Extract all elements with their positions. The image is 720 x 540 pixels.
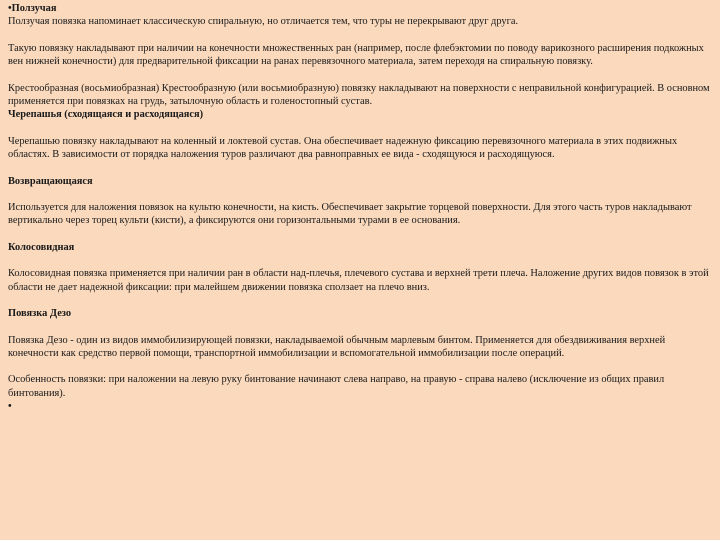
trailing-bullet bbox=[8, 400, 712, 413]
crawling-heading: Ползучая bbox=[11, 3, 57, 14]
crawling-text: Ползучая повязка напоминает классическую спиральную, но отличается тем, что туры не перекрывают друг друга. bbox=[8, 16, 519, 28]
returning-heading: Возвращающаяся bbox=[8, 175, 93, 187]
spica-heading: Колосовидная bbox=[8, 241, 75, 253]
spica-paragraph: Колосовидная повязка применяется при наличии ран в области над-плечья, плечевого сустава и верхней трети плеча. Наложение других видов повязок в этой области не дает надежной фиксации: при малейшем движении повязка сползает на плечо вниз. bbox=[8, 268, 709, 293]
crawling-use-paragraph: Такую повязку накладывают при наличии на конечности множественных ран (например, после флебэктомии по поводу варикозного расширения подкожных вен нижней конечности) для предварительной фиксации на ранах перевязочного материала, затем переходя на спиральную повязку. bbox=[8, 42, 704, 68]
bullet-icon: • bbox=[8, 3, 12, 14]
cruciform-paragraph: Крестообразная (восьмиобразная) Крестообразную (или восьмиобразную) повязку накладывают на поверхности с неправильной конфигурацией. В основном применяется при повязках на грудь, затылочную область и голеностопный сустав. bbox=[8, 82, 710, 108]
turtle-paragraph: Черепашью повязку накладывают на коленный и локтевой сустав. Она обеспечивает надежную фиксацию перевязочного материала в этих подвижных областях. В зависимости от порядка наложения туров различают два равноправных ее вида - сходящуюся и расходящуюся. bbox=[8, 135, 678, 161]
crawling-heading-line bbox=[8, 2, 712, 15]
desault-feature-paragraph: Особенность повязки: при наложении на левую руку бинтование начинают слева направо, на правую - справа налево (исключение из общих правил бинтования). bbox=[8, 374, 665, 399]
desault-heading: Повязка Дезо bbox=[8, 308, 72, 320]
bullet-icon: • bbox=[8, 401, 12, 413]
desault-paragraph: Повязка Дезо - один из видов иммобилизирующей повязки, накладываемой обычным марлевым бинтом. Применяется для обездвиживания верхней конечности как средство первой помощи, транспортной иммобилизации и вспомогательной иммобилизации после операций. bbox=[8, 334, 666, 359]
returning-paragraph: Используется для наложения повязок на культю конечности, на кисть. Обеспечивает закрытие торцевой поверхности. Для этого часть туров накладывают вертикально через торец культи (кисти), а фиксируются они горизонтальными турами в ее основания. bbox=[8, 202, 692, 227]
turtle-heading: Черепашья (сходящаяся и расходящаяся) bbox=[8, 109, 204, 121]
